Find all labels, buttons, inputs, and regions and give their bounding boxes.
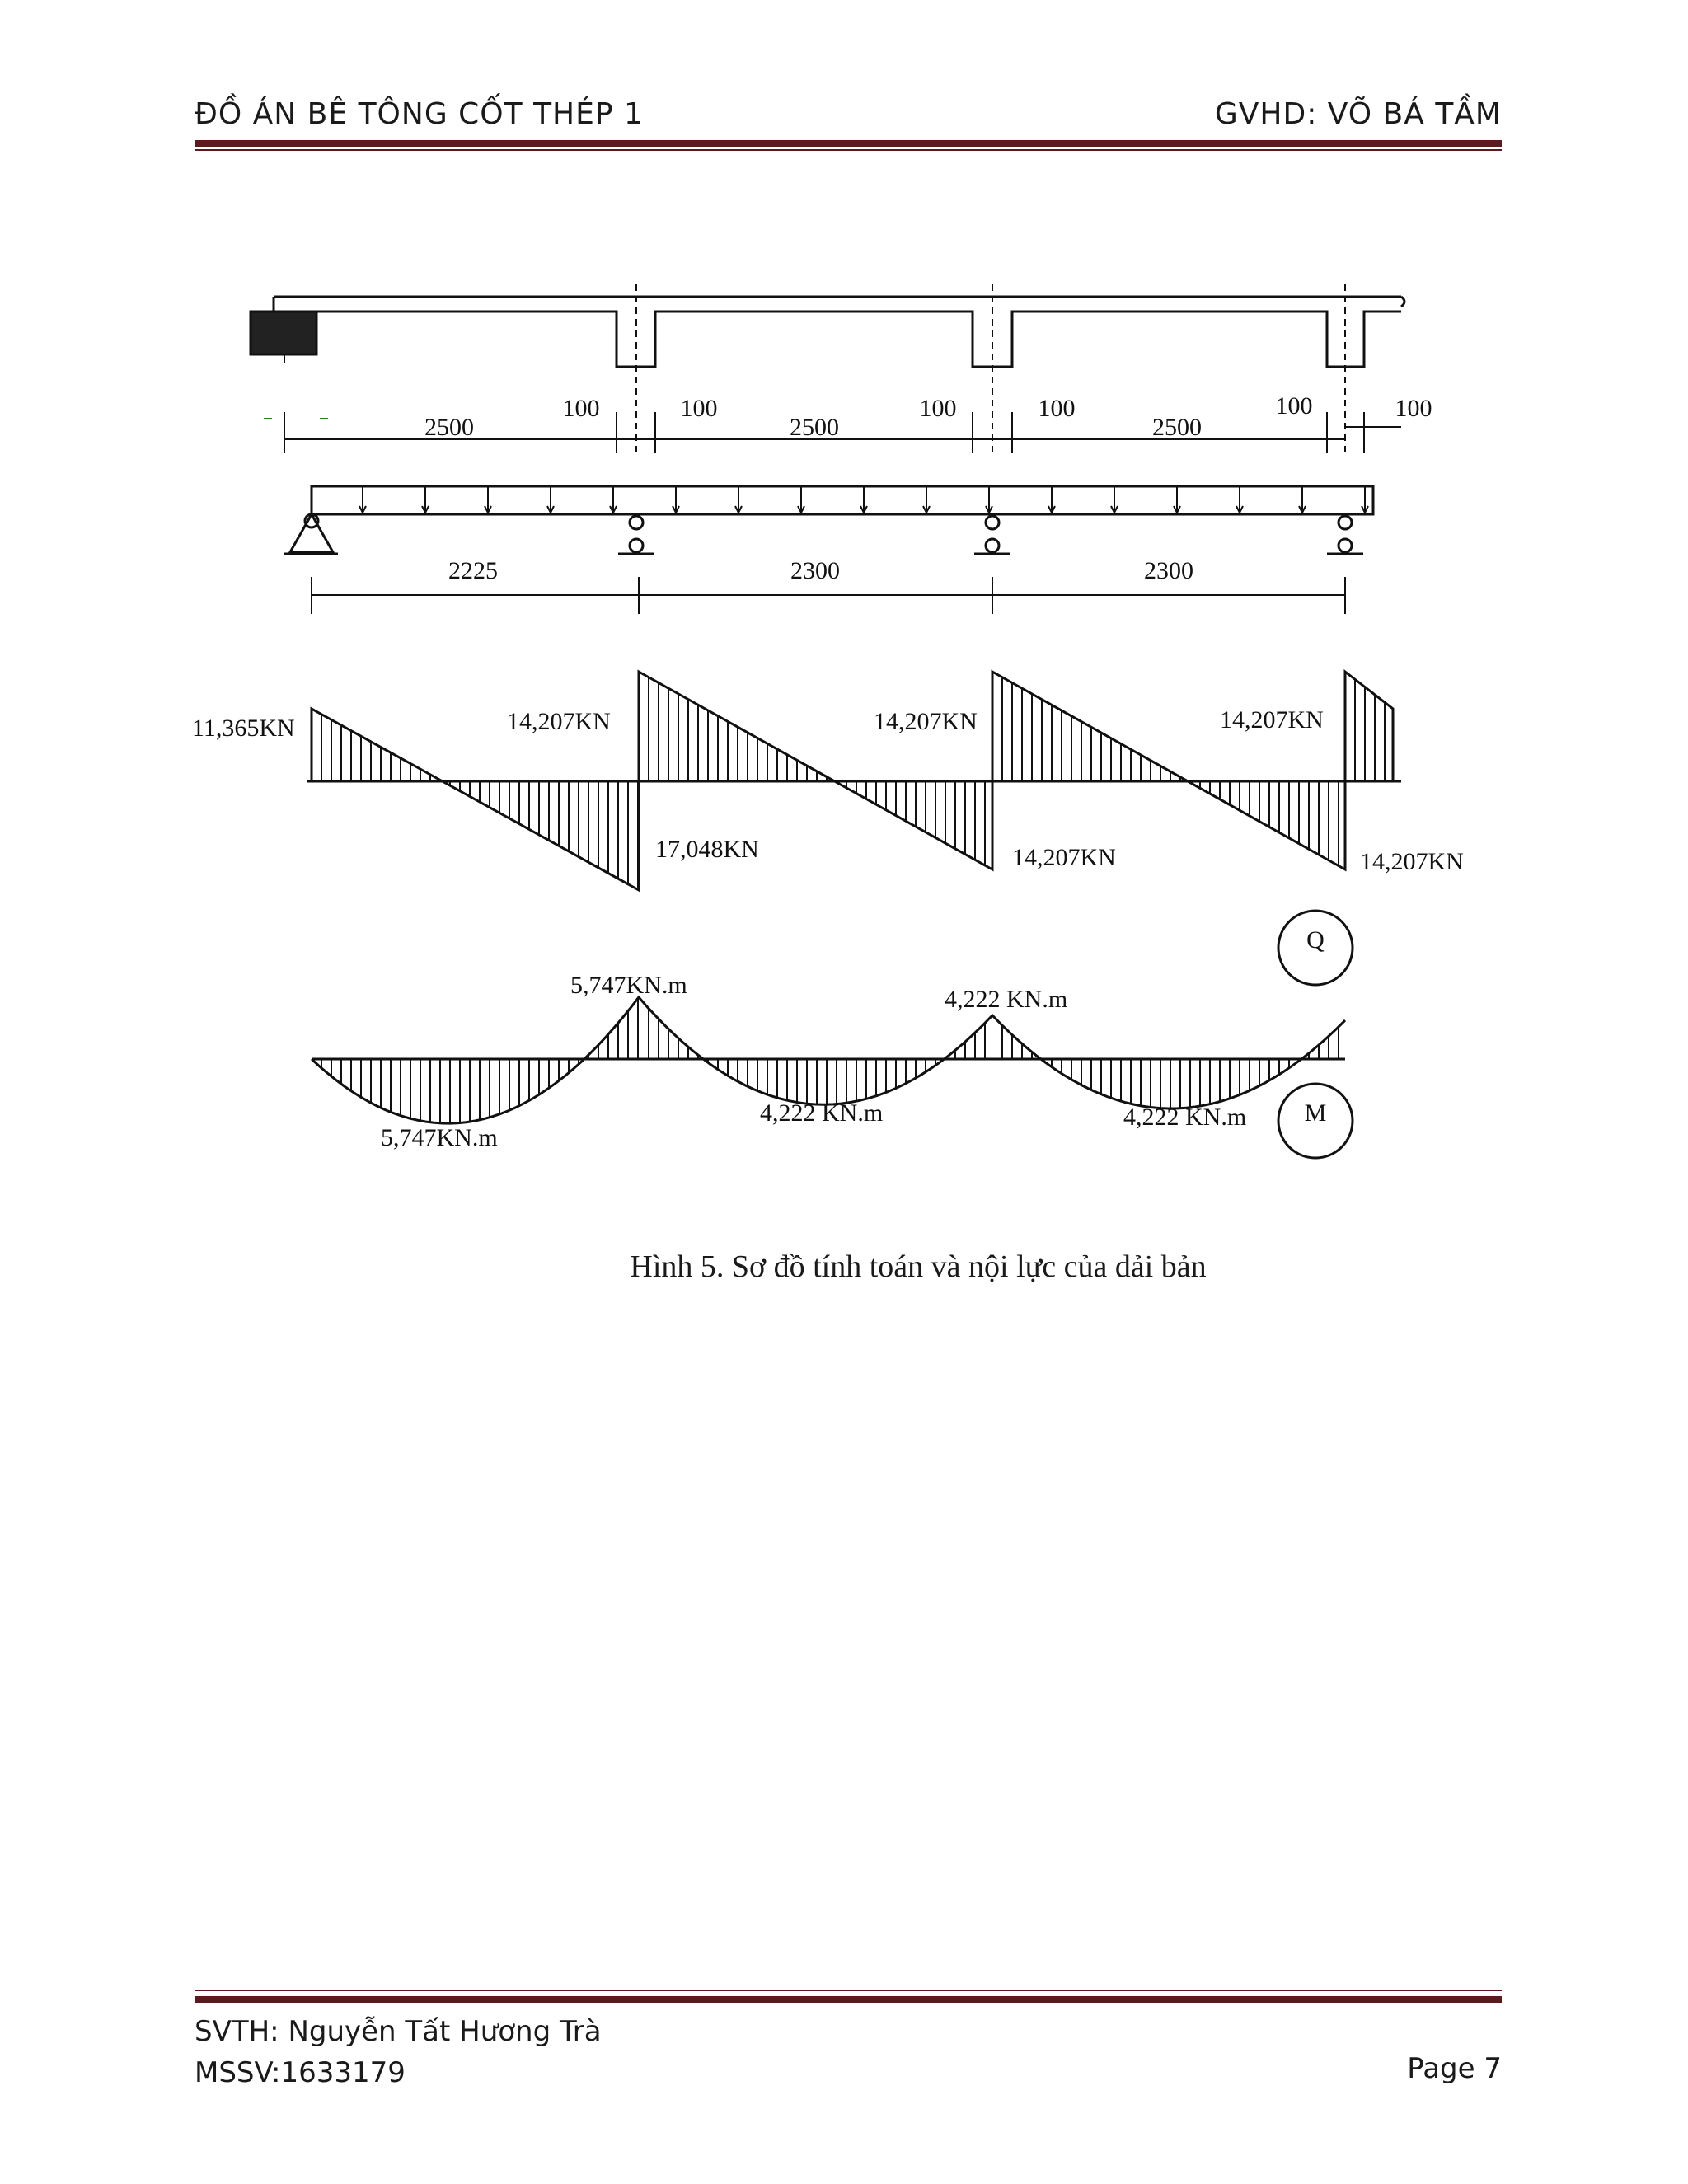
beam-diagram bbox=[0, 247, 1688, 1277]
header-title: ĐỒ ÁN BÊ TÔNG CỐT THÉP 1 bbox=[195, 97, 644, 131]
shear-support4-right: 14,207KN bbox=[1360, 848, 1464, 875]
dim-span2: 2500 bbox=[790, 414, 839, 441]
header-rule-thick bbox=[195, 140, 1502, 147]
dim-rib1-left: 100 bbox=[562, 395, 600, 422]
span-dimension-labels bbox=[448, 557, 1193, 584]
section-dimension-labels bbox=[424, 392, 1432, 441]
shear-support3-right: 14,207KN bbox=[1012, 844, 1116, 871]
moment-labels bbox=[381, 972, 1246, 1151]
span-3: 2300 bbox=[1144, 557, 1193, 584]
roller-wheel bbox=[986, 539, 999, 552]
shear-symbol-label: Q bbox=[1306, 926, 1325, 954]
dim-rib2-left: 100 bbox=[919, 395, 957, 422]
student-id: MSSV:1633179 bbox=[195, 2056, 406, 2089]
pin-support bbox=[290, 514, 333, 552]
shear-support4-left: 14,207KN bbox=[1220, 706, 1324, 733]
shear-support3-left: 14,207KN bbox=[874, 708, 978, 735]
span-1: 2225 bbox=[448, 557, 498, 584]
moment-support2: 5,747KN.m bbox=[570, 972, 687, 999]
shear-support2-left: 17,048KN bbox=[655, 836, 759, 863]
dim-span1: 2500 bbox=[424, 414, 474, 441]
moment-span2: 4,222 KN.m bbox=[760, 1099, 884, 1127]
dim-rib3-right: 100 bbox=[1395, 395, 1432, 422]
moment-span1: 5,747KN.m bbox=[381, 1124, 498, 1151]
shear-support2-right: 14,207KN bbox=[507, 708, 611, 735]
figure-caption: Hình 5. Sơ đồ tính toán và nội lực của dải bản bbox=[630, 1249, 1207, 1284]
roller-hinge bbox=[630, 516, 643, 529]
span-2: 2300 bbox=[790, 557, 840, 584]
roller-wheel bbox=[630, 539, 643, 552]
roller-wheel bbox=[1339, 539, 1352, 552]
header-rule-thin bbox=[195, 149, 1502, 151]
roller-hinge bbox=[986, 516, 999, 529]
page-number: Page 7 bbox=[1407, 2052, 1502, 2085]
footer-rule-thin bbox=[195, 1990, 1502, 1991]
student-name: SVTH: Nguyễn Tất Hương Trà bbox=[195, 2015, 602, 2048]
header-instructor: GVHD: VÕ BÁ TẦM bbox=[1214, 97, 1502, 131]
dim-rib2-right: 100 bbox=[1038, 395, 1076, 422]
shear-left-support: 11,365KN bbox=[192, 715, 295, 742]
moment-symbol bbox=[1278, 1084, 1353, 1158]
moment-support3: 4,222 KN.m bbox=[945, 986, 1068, 1013]
dim-rib1-right: 100 bbox=[680, 395, 718, 422]
moment-span3: 4,222 KN.m bbox=[1123, 1104, 1247, 1131]
footer-rule-thick bbox=[195, 1996, 1502, 2003]
dim-span3: 2500 bbox=[1152, 414, 1202, 441]
moment-symbol-label: M bbox=[1304, 1099, 1327, 1127]
shear-diagram bbox=[307, 672, 1401, 890]
shear-labels bbox=[192, 706, 1464, 875]
shear-symbol bbox=[1278, 911, 1353, 985]
dim-rib3-left: 100 bbox=[1275, 392, 1313, 419]
roller-hinge bbox=[1339, 516, 1352, 529]
beam-model bbox=[284, 486, 1373, 554]
footer-student bbox=[195, 2011, 602, 2093]
